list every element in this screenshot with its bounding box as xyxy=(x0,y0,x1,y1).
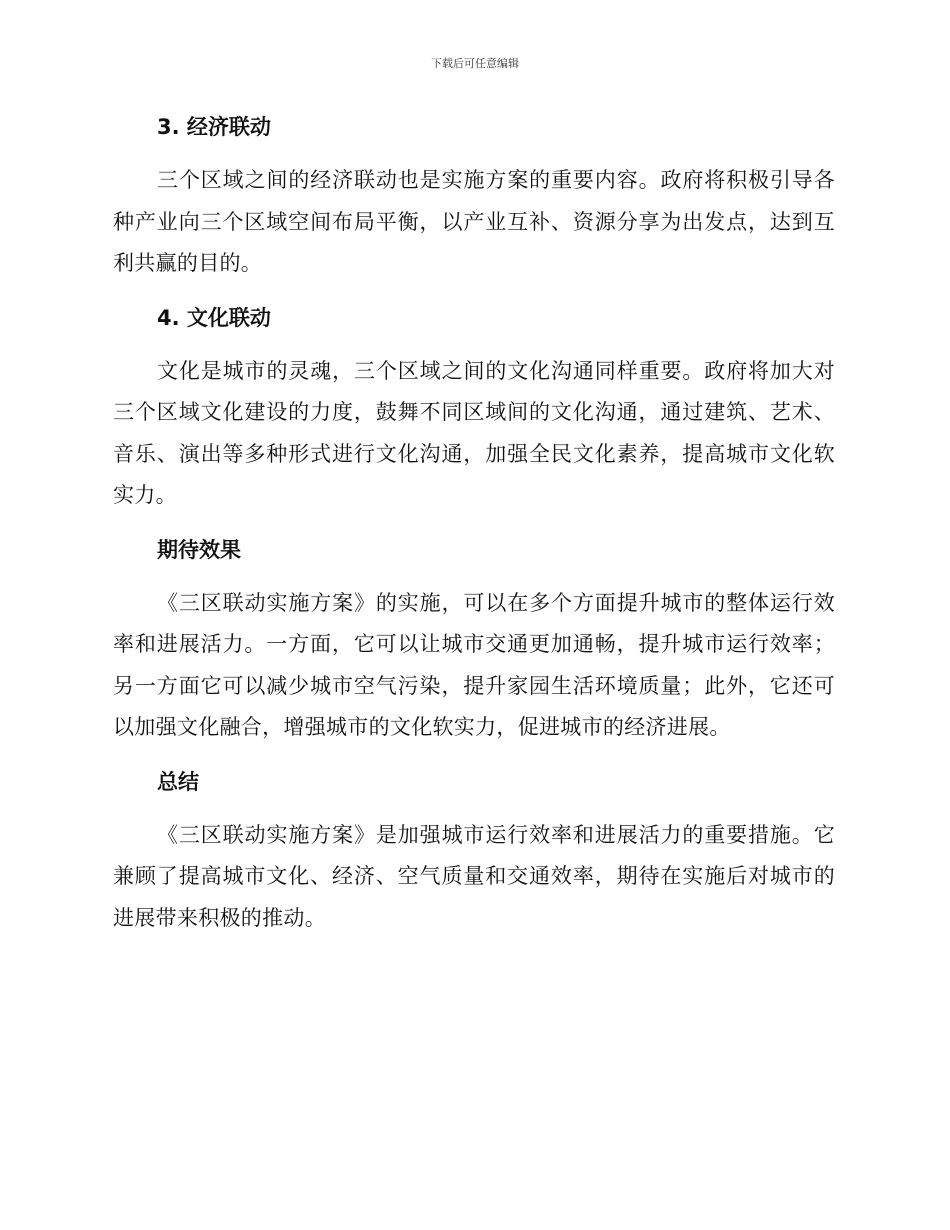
section-paragraph: 三个区域之间的经济联动也是实施方案的重要内容。政府将积极引导各种产业向三个区域空间布局平衡，以产业互补、资源分享为出发点，达到互利共赢的目的。 xyxy=(113,168,835,275)
document-body xyxy=(113,110,835,955)
section-economic-linkage xyxy=(113,110,835,285)
section-heading: 期待效果 xyxy=(157,537,241,562)
section-heading: 4. 文化联动 xyxy=(157,305,271,330)
section-paragraph: 《三区联动实施方案》是加强城市运行效率和进展活力的重要措施。它兼顾了提高城市文化、经济、空气质量和交通效率，期待在实施后对城市的进展带来积极的推动。 xyxy=(113,822,835,930)
section-paragraph: 《三区联动实施方案》的实施，可以在多个方面提升城市的整体运行效率和进展活力。一方面，它可以让城市交通更加通畅，提升城市运行效率；另一方面它可以减少城市空气污染，提升家园生活环境质量；此外，它还可以加强文化融合，增强城市的文化软实力，促进城市的经济进展。 xyxy=(113,590,835,739)
section-cultural-linkage xyxy=(113,301,835,517)
section-heading: 总结 xyxy=(157,769,199,794)
section-heading: 3. 经济联动 xyxy=(157,115,271,139)
page-header-note: 下载后可任意编辑 xyxy=(431,57,519,70)
section-expected-effects xyxy=(113,533,835,749)
section-summary xyxy=(113,765,835,940)
section-paragraph: 文化是城市的灵魂，三个区域之间的文化沟通同样重要。政府将加大对三个区域文化建设的力度，鼓舞不同区域间的文化沟通，通过建筑、艺术、音乐、演出等多种形式进行文化沟通，加强全民文化素养，提高城市文化软实力。 xyxy=(113,358,835,507)
